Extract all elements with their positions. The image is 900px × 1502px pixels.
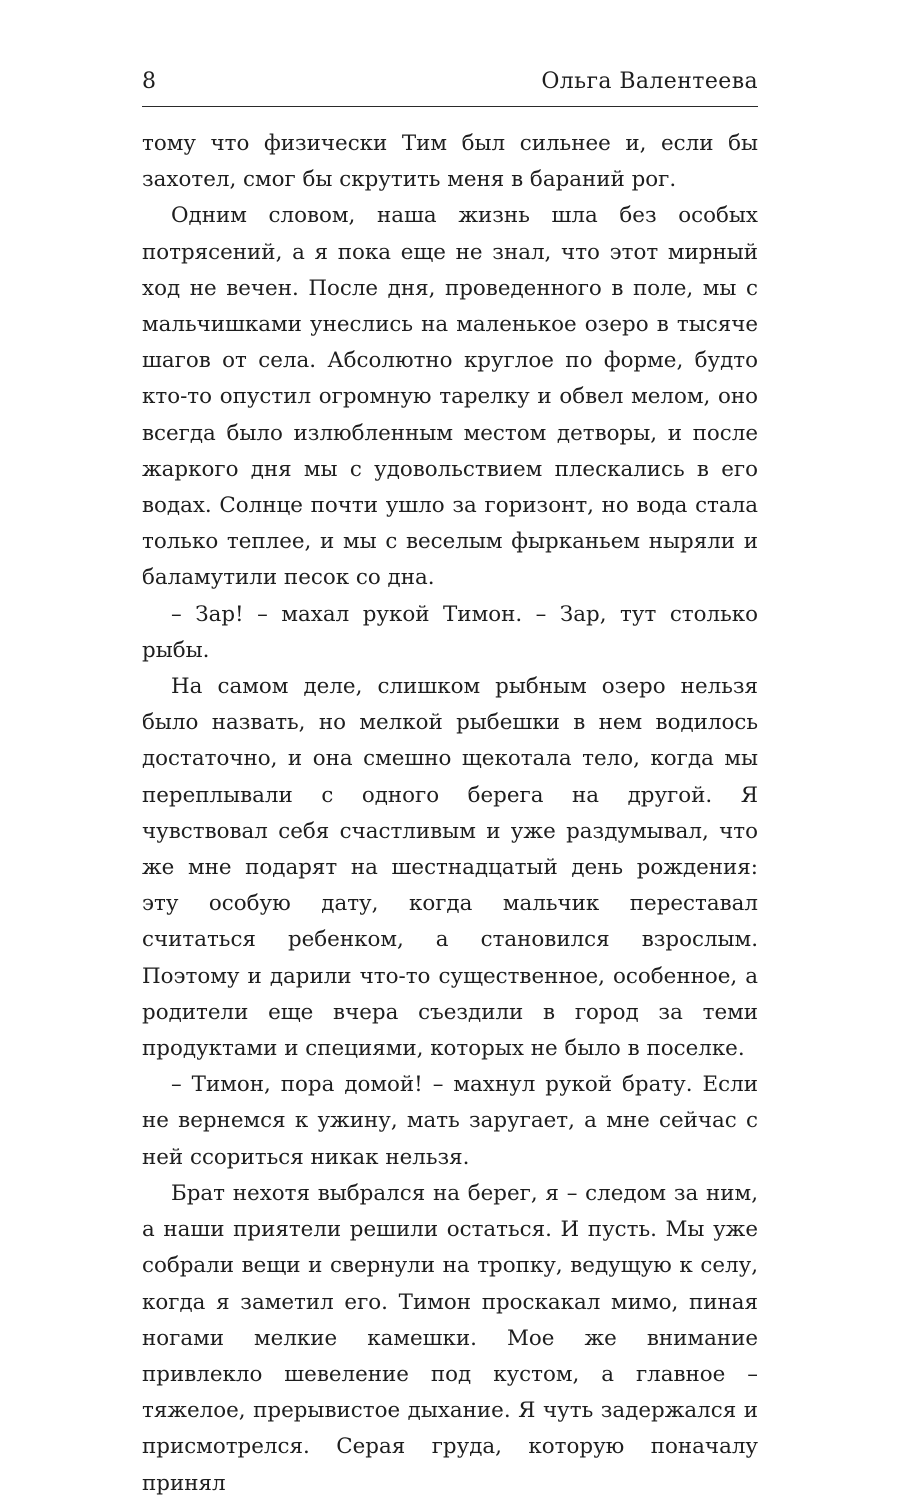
dialogue-line: – Тимон, пора домой! – махнул рукой брату. Если не вернемся к ужину, мать заругает, а мне сейчас с ней ссориться никак нельзя. — [142, 1072, 758, 1170]
header-rule — [142, 106, 758, 107]
paragraph: Брат нехотя выбрался на берег, я – следом за ним, а наши приятели решили остаться. И пусть. Мы уже собрали вещи и свернули на тропку, ведущую к селу, когда я заметил его. Тимон проскакал мимо, пиная ногами мелкие камешки. Мое же внимание привлекло шевеление под кустом, а главное – тяжелое, прерывистое дыхание. Я чуть задержался и присмотрелся. Серая груда, которую поначалу принял — [142, 1180, 758, 1496]
paragraph: Одним словом, наша жизнь шла без особых потрясений, а я пока еще не знал, что этот мирный ход не вечен. После дня, проведенного в поле, мы с мальчишками унеслись на маленькое озеро в тысяче шагов от села. Абсолютно круглое по форме, будто кто-то опустил огромную тарелку и обвел мелом, оно всегда было излюбленным местом детворы, и после жаркого дня мы с удовольствием плескались в его водах. Солнце почти ушло за горизонт, но вода стала только теплее, и мы с веселым фырканьем ныряли и баламутили песок со дна. — [142, 203, 758, 591]
page-header — [142, 66, 758, 106]
body-text — [142, 126, 758, 1502]
paragraph-continued: тому что физически Тим был сильнее и, если бы захотел, смог бы скрутить меня в бараний рог. — [142, 131, 758, 193]
paragraph: На самом деле, слишком рыбным озеро нельзя было назвать, но мелкой рыбешки в нем водилось достаточно, и она смешно щекотала тело, когда мы переплывали с одного берега на другой. Я чувствовал себя счастливым и уже раздумывал, что же мне подарят на шестнадцатый день рождения: эту особую дату, когда мальчик переставал считаться ребенком, а становился взрослым. Поэтому и дарили что-то существенное, особенное, а родители еще вчера съездили в город за теми продуктами и специями, которых не было в поселке. — [142, 674, 758, 1062]
running-head-author: Ольга Валентеева — [541, 69, 758, 94]
page-number: 8 — [142, 69, 156, 94]
dialogue-line: – Зар! – махал рукой Тимон. – Зар, тут столько рыбы. — [142, 601, 758, 663]
